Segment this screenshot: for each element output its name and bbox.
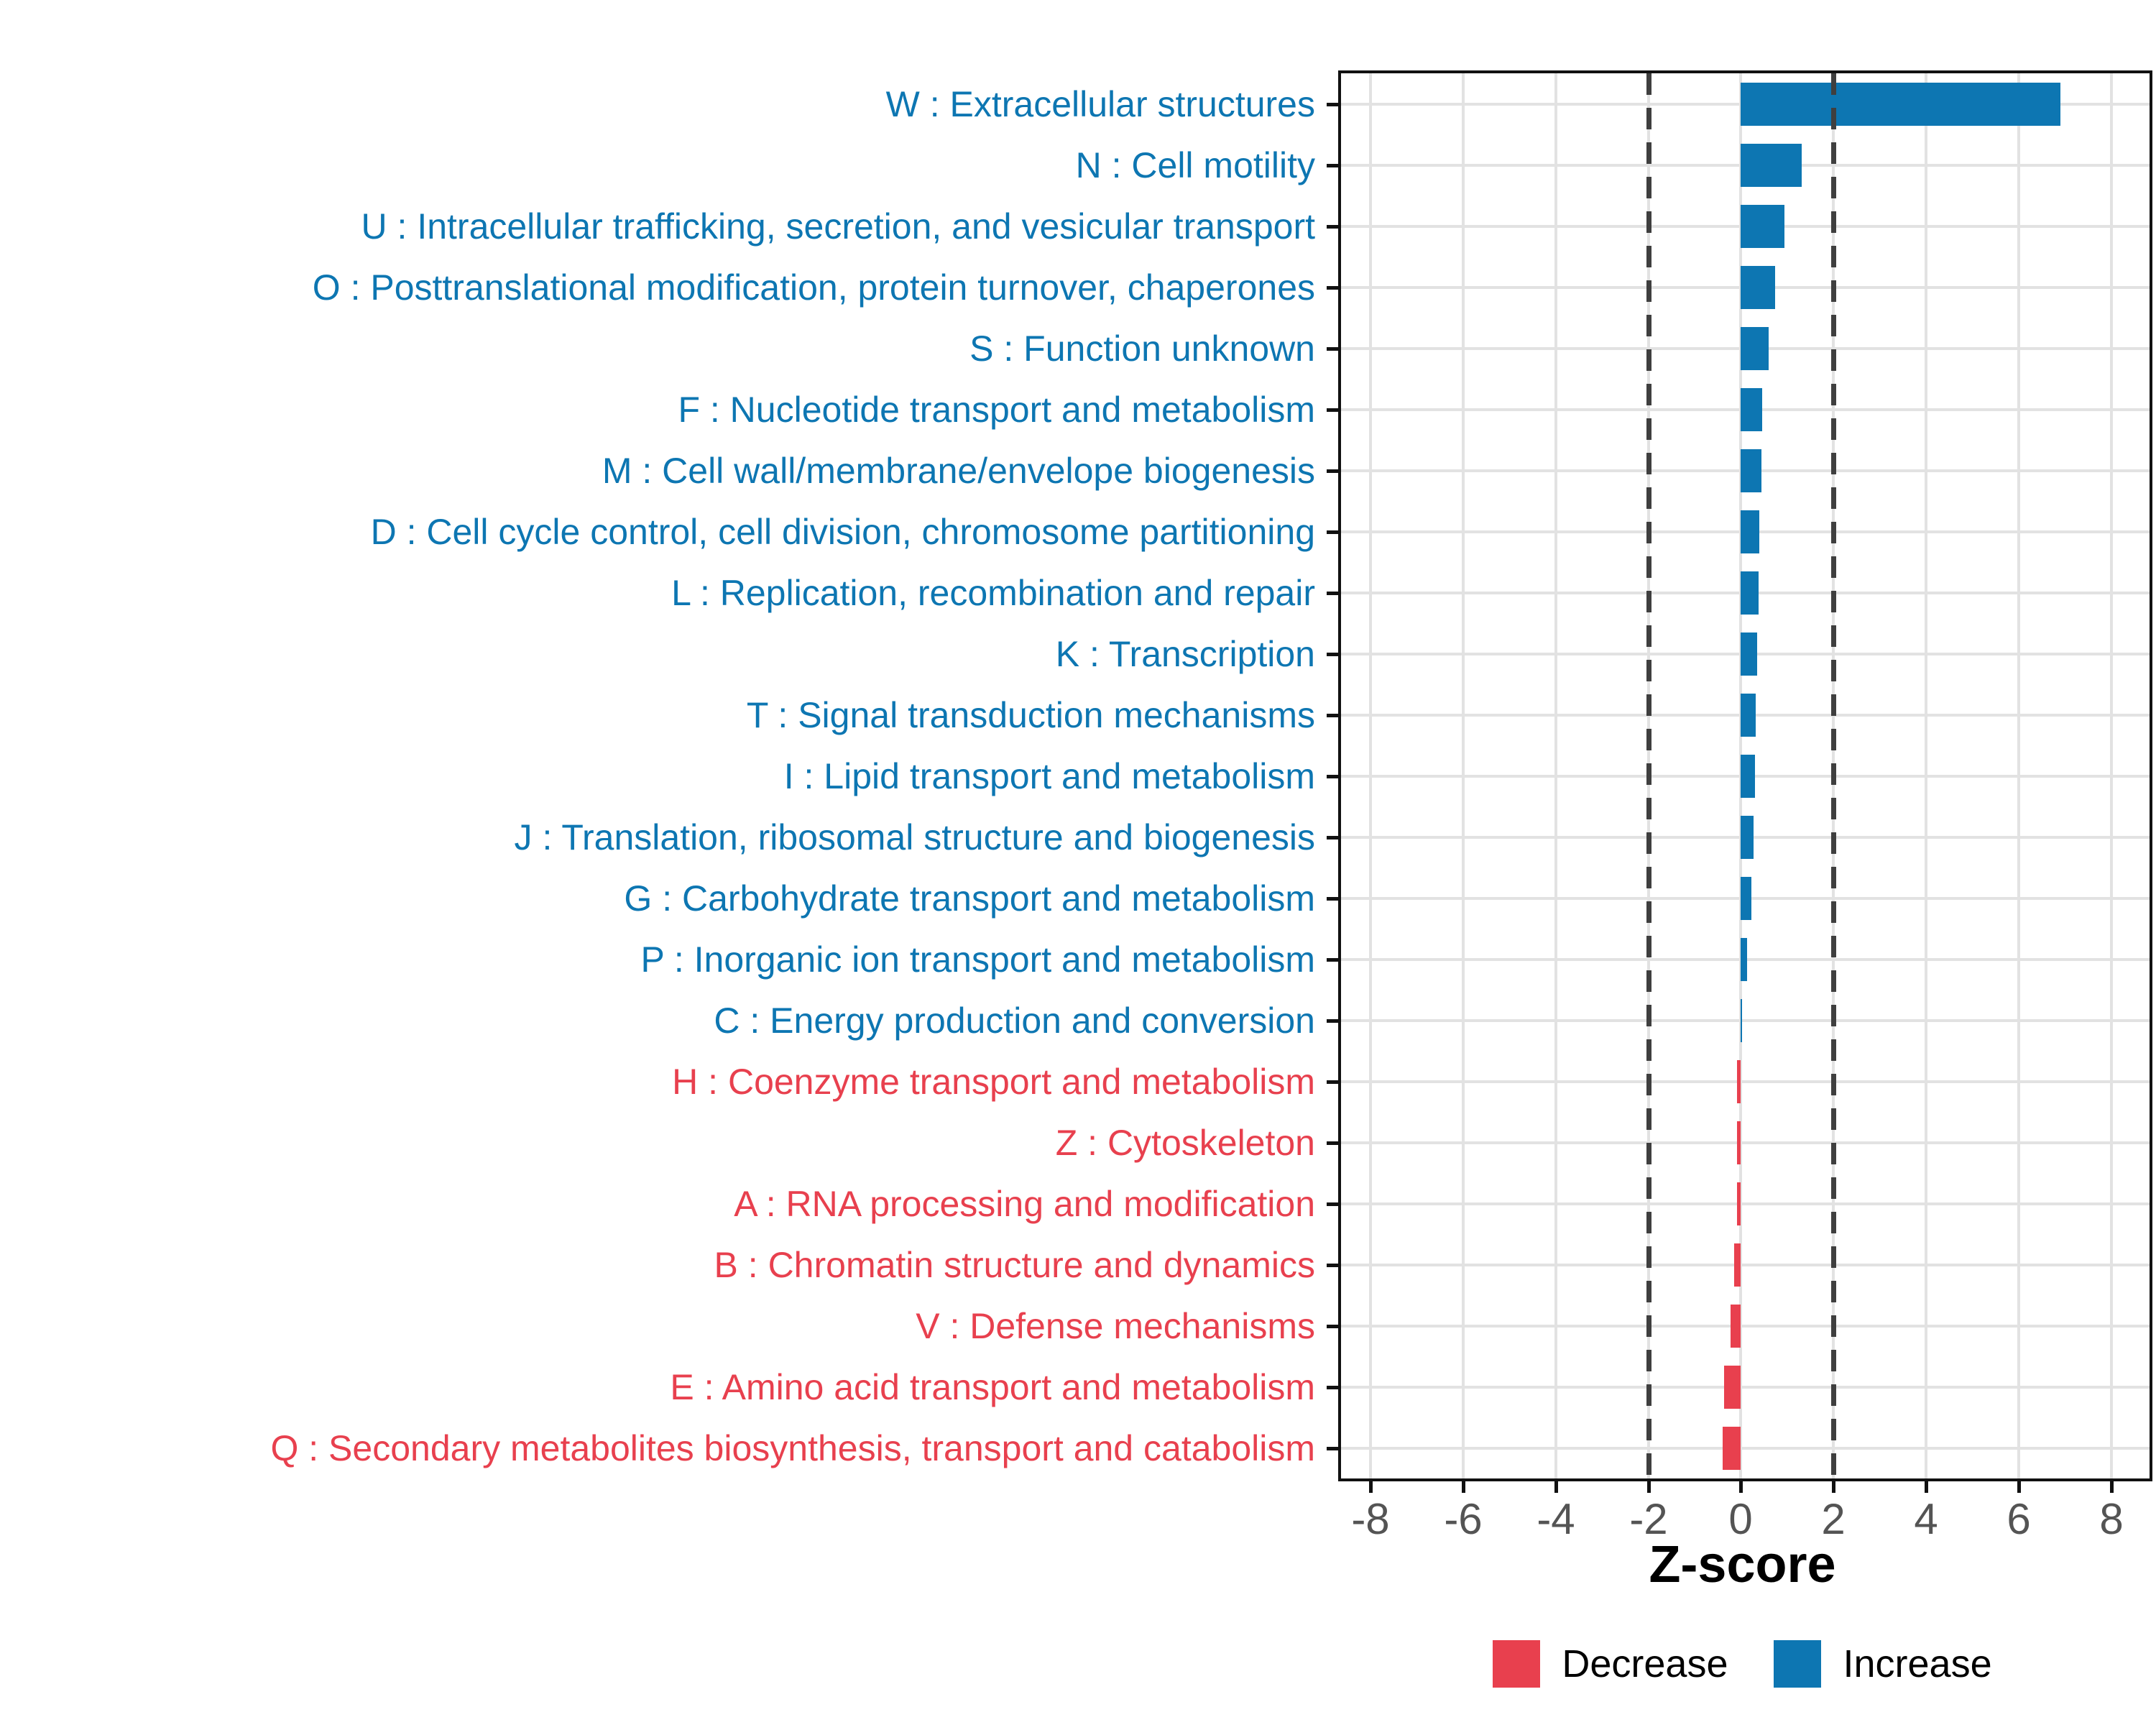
y-axis-label: D : Cell cycle control, cell division, chromosome partitioning (370, 512, 1315, 552)
legend-label: Increase (1843, 1642, 1992, 1685)
bar (1724, 1366, 1741, 1409)
y-axis-label: T : Signal transduction mechanisms (746, 695, 1315, 735)
legend-item (1493, 1640, 1728, 1688)
legend (1338, 1640, 2147, 1688)
y-axis-tick (1327, 1264, 1338, 1267)
reference-line (1646, 73, 1651, 1478)
y-axis-tick (1327, 164, 1338, 167)
y-axis-label: H : Coenzyme transport and metabolism (672, 1062, 1315, 1102)
horizontal-gridline (1341, 1386, 2150, 1389)
y-axis-tick (1327, 1080, 1338, 1084)
y-axis-tick (1327, 653, 1338, 656)
bar (1741, 877, 1751, 920)
y-axis-label: V : Defense mechanisms (916, 1306, 1315, 1346)
horizontal-gridline (1341, 1202, 2150, 1205)
y-axis-label: J : Translation, ribosomal structure and biogenesis (514, 817, 1315, 857)
bar (1741, 83, 2060, 126)
horizontal-gridline (1341, 1080, 2150, 1083)
x-axis-tick (2017, 1481, 2021, 1493)
y-axis-label: U : Intracellular trafficking, secretion, and vesicular transport (361, 206, 1315, 247)
y-axis-tick (1327, 286, 1338, 290)
y-axis-tick (1327, 958, 1338, 962)
bar (1737, 1060, 1741, 1103)
x-axis-tick (1925, 1481, 1928, 1493)
y-axis-tick (1327, 469, 1338, 473)
y-axis-tick (1327, 592, 1338, 595)
y-axis-tick (1327, 1141, 1338, 1145)
bar (1741, 571, 1758, 615)
y-axis-label: P : Inorganic ion transport and metabolism (640, 939, 1315, 980)
plot-panel (1338, 70, 2152, 1481)
legend-item (1774, 1640, 1991, 1688)
x-axis-tick (1554, 1481, 1558, 1493)
x-axis-tick (1647, 1481, 1651, 1493)
bar (1741, 144, 1802, 187)
y-axis-label: O : Posttranslational modification, protein turnover, chaperones (312, 267, 1315, 308)
x-axis-tick-label: -4 (1537, 1495, 1575, 1543)
bar (1737, 1182, 1741, 1225)
y-axis-label: Q : Secondary metabolites biosynthesis, transport and catabolism (270, 1428, 1315, 1468)
x-axis-tick-label: -2 (1629, 1495, 1668, 1543)
y-axis-label: A : RNA processing and modification (734, 1184, 1315, 1224)
y-axis-label: E : Amino acid transport and metabolism (670, 1367, 1315, 1407)
y-axis-tick (1327, 1202, 1338, 1206)
horizontal-gridline (1341, 1264, 2150, 1266)
y-axis-tick (1327, 103, 1338, 106)
bar (1741, 816, 1753, 859)
x-axis-title: Z-score (1649, 1536, 1836, 1593)
horizontal-gridline (1341, 1019, 2150, 1022)
bar (1741, 755, 1754, 798)
legend-swatch (1493, 1640, 1540, 1688)
bar (1723, 1427, 1741, 1470)
bar (1731, 1305, 1741, 1348)
y-axis-tick (1327, 1447, 1338, 1450)
y-axis-label: M : Cell wall/membrane/envelope biogenesis (602, 451, 1315, 491)
y-axis-label: G : Carbohydrate transport and metabolism (624, 878, 1315, 919)
bar (1741, 510, 1759, 553)
bar (1741, 449, 1761, 492)
horizontal-gridline (1341, 1447, 2150, 1450)
bar (1741, 205, 1784, 248)
y-axis-tick (1327, 530, 1338, 534)
y-axis-label: F : Nucleotide transport and metabolism (678, 390, 1315, 430)
y-axis-label: Z : Cytoskeleton (1055, 1123, 1315, 1163)
x-axis-tick (1369, 1481, 1373, 1493)
y-axis-label: W : Extracellular structures (885, 84, 1315, 124)
y-axis-label: S : Function unknown (969, 328, 1315, 369)
y-axis-label: C : Energy production and conversion (714, 1000, 1315, 1041)
horizontal-gridline (1341, 1141, 2150, 1144)
y-axis-label: L : Replication, recombination and repair (671, 573, 1315, 613)
bar (1741, 999, 1742, 1042)
y-axis-label: K : Transcription (1055, 634, 1315, 674)
y-axis-label: B : Chromatin structure and dynamics (714, 1245, 1315, 1285)
bar (1734, 1243, 1741, 1287)
bar (1741, 388, 1762, 431)
x-axis-tick (1739, 1481, 1743, 1493)
y-axis-tick (1327, 1325, 1338, 1328)
horizontal-gridline (1341, 1325, 2150, 1328)
y-axis-tick (1327, 347, 1338, 351)
bar (1741, 327, 1769, 370)
x-axis-tick-label: -6 (1444, 1495, 1483, 1543)
x-axis-tick-label: 4 (1914, 1495, 1938, 1543)
bar (1741, 938, 1747, 981)
y-axis-tick (1327, 225, 1338, 229)
x-axis-tick (1462, 1481, 1465, 1493)
legend-label: Decrease (1562, 1642, 1728, 1685)
x-axis-tick-label: -8 (1351, 1495, 1390, 1543)
y-axis-tick (1327, 897, 1338, 901)
bar (1737, 1121, 1741, 1164)
y-axis-tick (1327, 836, 1338, 840)
y-axis-tick (1327, 1386, 1338, 1389)
bar (1741, 694, 1756, 737)
bar (1741, 632, 1757, 676)
y-axis-tick (1327, 408, 1338, 412)
y-axis-tick (1327, 1019, 1338, 1023)
x-axis-tick-label: 2 (1821, 1495, 1846, 1543)
y-axis-label: I : Lipid transport and metabolism (783, 756, 1315, 796)
y-axis-tick (1327, 714, 1338, 717)
y-axis-label: N : Cell motility (1075, 145, 1315, 185)
x-axis-tick (1832, 1481, 1835, 1493)
x-axis-tick (2110, 1481, 2114, 1493)
x-axis-tick-label: 8 (2099, 1495, 2124, 1543)
x-axis-tick-label: 6 (2007, 1495, 2031, 1543)
y-axis-tick (1327, 775, 1338, 778)
reference-line (1831, 73, 1836, 1478)
x-axis-tick-label: 0 (1728, 1495, 1753, 1543)
legend-swatch (1774, 1640, 1821, 1688)
bar (1741, 266, 1775, 309)
